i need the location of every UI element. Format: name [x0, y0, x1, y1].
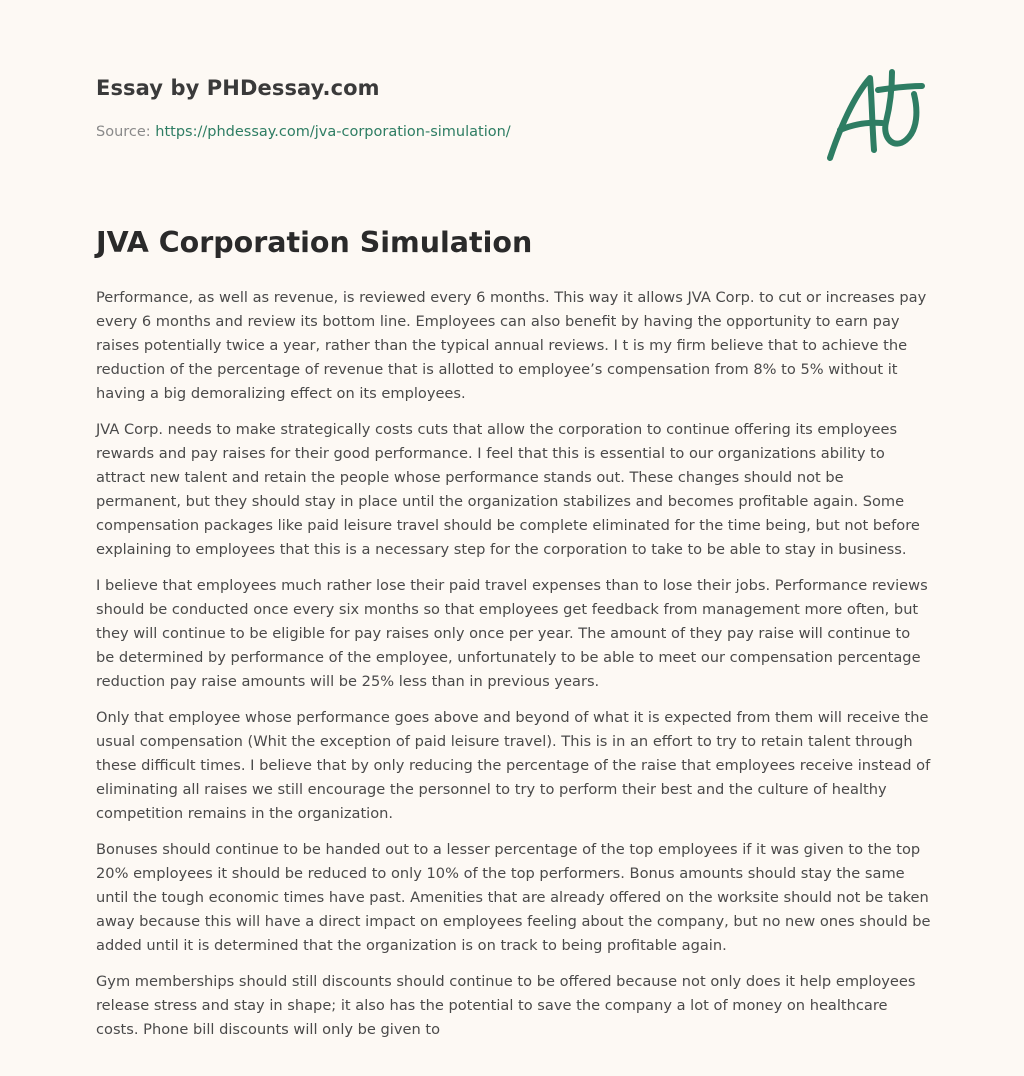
site-header-title: Essay by PHDessay.com — [96, 76, 380, 100]
source-link[interactable]: https://phdessay.com/jva-corporation-simulation/ — [155, 124, 511, 140]
essay-paragraph: Performance, as well as revenue, is reviewed every 6 months. This way it allows JVA Corp. to cut or increases pay every 6 months and review its bottom line. Employees can also benefit by having the opportunity to earn pay raises potentially twice a year, rather than the typical annual reviews. I t is my firm believe that to achieve the reduction of the percentage of revenue that is allotted to employee’s compensation from 8% to 5% without it having a big demoralizing effect on its employees. — [96, 289, 927, 402]
source-label: Source: — [96, 124, 151, 140]
essay-paragraph: Bonuses should continue to be handed out to a lesser percentage of the top employees if it was given to the top 20% employees it should be reduced to only 10% of the top performers. Bonus amounts should stay the same until the tough economic times have past. Amenities that are already offered on the worksite should not be taken away because this will have a direct impact on employees feeling about the company, but no new ones should be added until it is determined that the organization is on track to being profitable again. — [96, 841, 931, 954]
source-line — [96, 124, 511, 140]
essay-paragraph: I believe that employees much rather lose their paid travel expenses than to lose their jobs. Performance reviews should be conducted once every six months so that employees get feedback from management more often, but they will continue to be eligible for pay raises only once per year. The amount of they pay raise will continue to be determined by performance of the employee, unfortunately to be able to meet our compensation percentage reduction pay raise amounts will be 25% less than in previous years. — [96, 577, 928, 690]
essay-body — [96, 286, 932, 1054]
essay-title: JVA Corporation Simulation — [96, 226, 533, 259]
essay-paragraph: Gym memberships should still discounts should continue to be offered because not only does it help employees release stress and stay in shape; it also has the potential to save the company a lot of money on healthcare costs. Phone bill discounts will only be given to — [96, 973, 916, 1038]
essay-paragraph: JVA Corp. needs to make strategically costs cuts that allow the corporation to continue offering its employees rewards and pay raises for their good performance. I feel that this is essential to our organizations ability to attract new talent and retain the people whose performance stands out. These changes should not be permanent, but they should stay in place until the organization stabilizes and becomes profitable again. Some compensation packages like paid leisure travel should be complete eliminated for the time being, but not before explaining to employees that this is a necessary step for the corporation to take to be able to stay in business. — [96, 421, 920, 558]
a-plus-logo-icon — [822, 66, 932, 166]
essay-paragraph: Only that employee whose performance goes above and beyond of what it is expected from them will receive the usual compensation (Whit the exception of paid leisure travel). This is in an effort to try to retain talent through these difficult times. I believe that by only reducing the percentage of the raise that employees receive instead of eliminating all raises we still encourage the personnel to try to perform their best and the culture of healthy competition remains in the organization. — [96, 709, 931, 822]
